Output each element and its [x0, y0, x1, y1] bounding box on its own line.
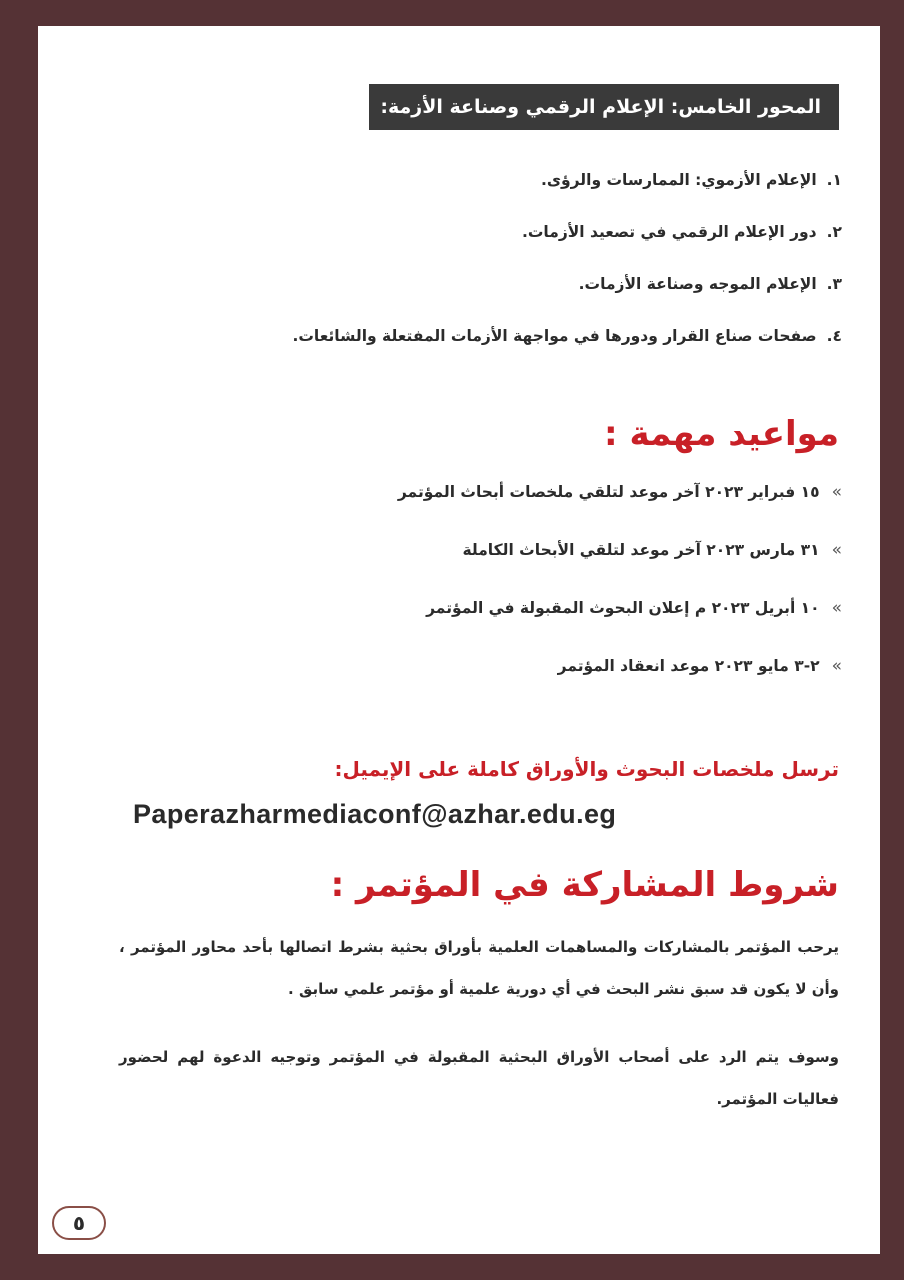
list-item: [222, 154, 842, 206]
list-item: [222, 206, 842, 258]
chevron-bullet-icon: »: [831, 482, 842, 502]
axis-title-banner: المحور الخامس: الإعلام الرقمي وصناعة الأزمة:: [369, 84, 839, 130]
list-item: [242, 530, 842, 588]
page-number: ٥: [52, 1206, 106, 1240]
conditions-paragraph-1: يرحب المؤتمر بالمشاركات والمساهمات العلمية بأوراق بحثية بشرط اتصالها بأحد محاور المؤتمر ، وأن لا يكون قد سبق نشر البحث في أي دورية علمية أو مؤتمر علمي سابق .: [119, 938, 839, 998]
item-number: ١.: [826, 171, 842, 189]
important-dates-list: [242, 472, 842, 704]
item-text: دور الإعلام الرقمي في تصعيد الأزمات.: [521, 223, 817, 241]
list-item: [242, 588, 842, 646]
chevron-bullet-icon: »: [831, 598, 842, 618]
submission-heading: ترسل ملخصات البحوث والأوراق كاملة على الإيميل:: [334, 757, 839, 781]
conditions-heading: شروط المشاركة في المؤتمر :: [330, 865, 839, 905]
item-text: صفحات صناع القرار ودورها في مواجهة الأزمات المفتعلة والشائعات.: [292, 327, 817, 345]
axis-topics-list: [222, 154, 842, 362]
item-text: الإعلام الأزموي: الممارسات والرؤى.: [540, 171, 817, 189]
list-item: [242, 472, 842, 530]
document-page: [38, 26, 880, 1254]
submission-email: Paperazharmediaconf@azhar.edu.eg: [133, 799, 617, 829]
conditions-paragraph-2: وسوف يتم الرد على أصحاب الأوراق البحثية المقبولة في المؤتمر وتوجيه الدعوة لهم لحضور فعاليات المؤتمر.: [119, 1048, 839, 1108]
date-text: ٢-٣ مايو ٢٠٢٣ موعد انعقاد المؤتمر: [557, 657, 820, 675]
list-item: [222, 310, 842, 362]
date-text: ٣١ مارس ٢٠٢٣ آخر موعد لتلقي الأبحاث الكاملة: [462, 541, 820, 559]
chevron-bullet-icon: »: [831, 540, 842, 560]
important-dates-heading: مواعيد مهمة :: [604, 414, 839, 454]
item-number: ٢.: [826, 223, 842, 241]
item-text: الإعلام الموجه وصناعة الأزمات.: [578, 275, 817, 293]
list-item: [222, 258, 842, 310]
list-item: [242, 646, 842, 704]
item-number: ٤.: [826, 327, 842, 345]
item-number: ٣.: [826, 275, 842, 293]
chevron-bullet-icon: »: [831, 656, 842, 676]
date-text: ١٠ أبريل ٢٠٢٣ م إعلان البحوث المقبولة في المؤتمر: [426, 599, 820, 617]
date-text: ١٥ فبراير ٢٠٢٣ آخر موعد لتلقي ملخصات أبحاث المؤتمر: [397, 483, 820, 501]
